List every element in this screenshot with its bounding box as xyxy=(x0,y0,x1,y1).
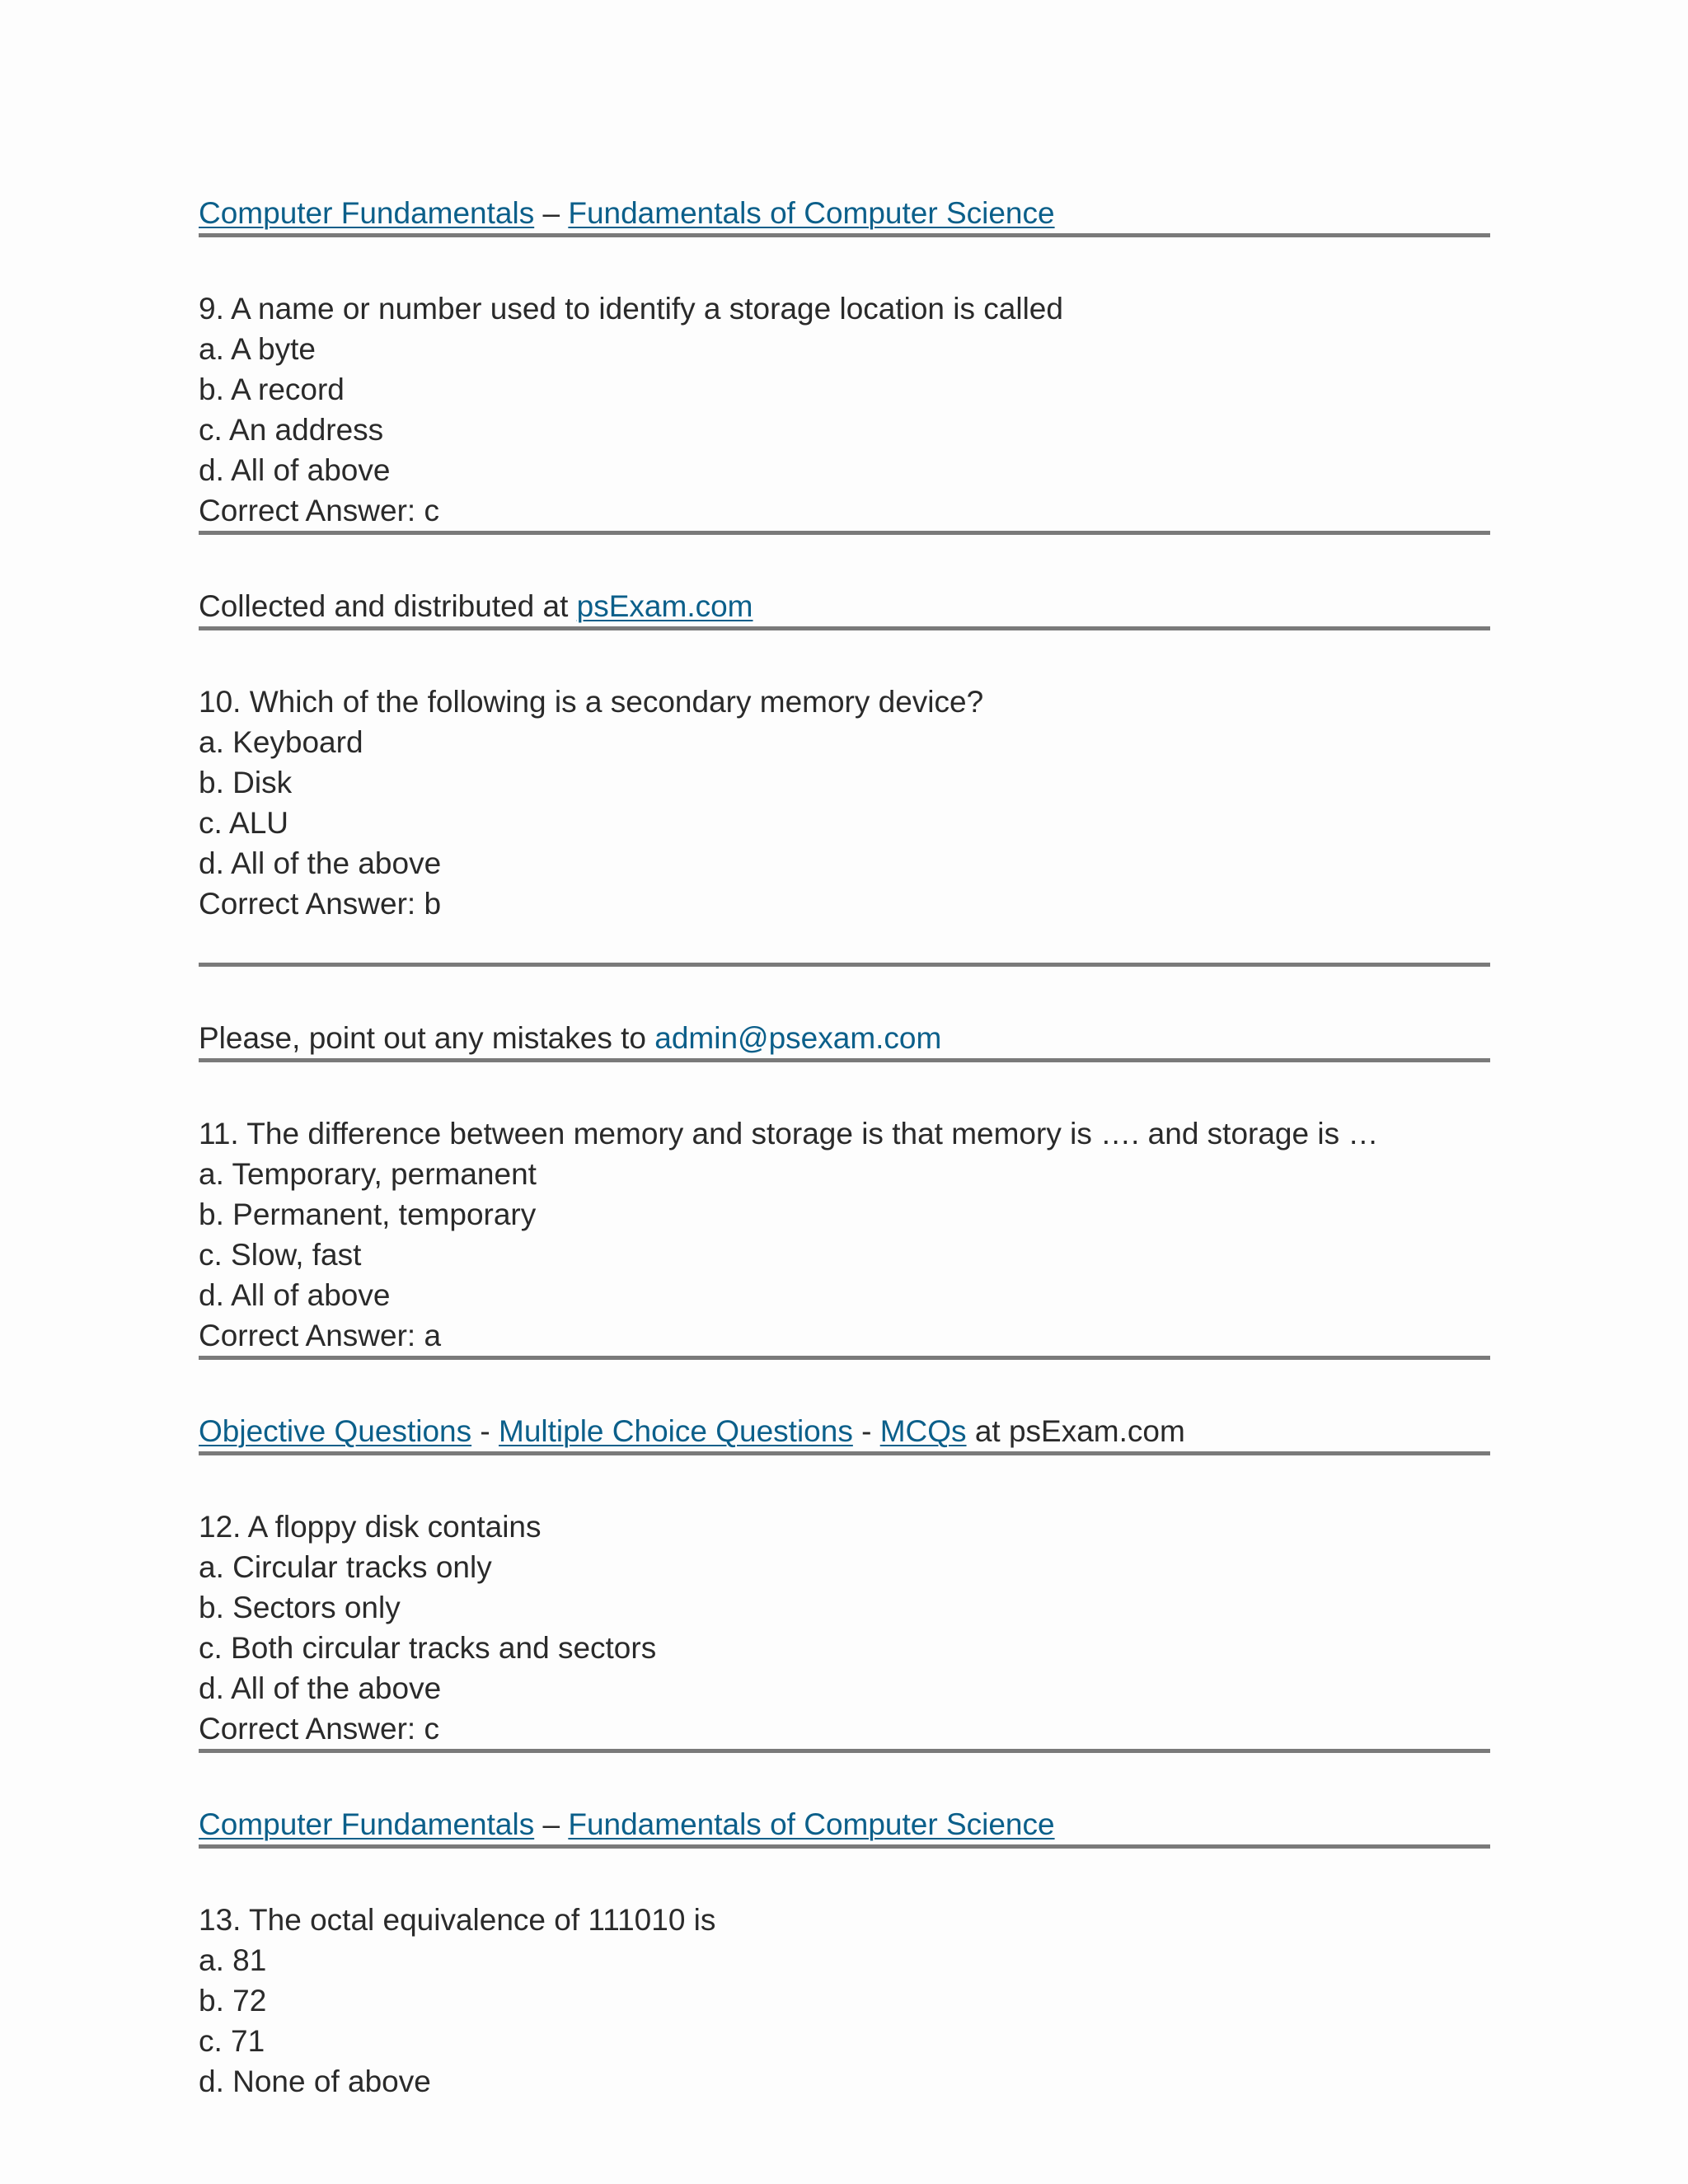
option-a: a. Temporary, permanent xyxy=(199,1157,537,1191)
option-c: c. Both circular tracks and sectors xyxy=(199,1631,657,1665)
correct-answer: Correct Answer: c xyxy=(199,1712,439,1746)
question-9 xyxy=(199,288,1490,531)
banner-text: Collected and distributed at xyxy=(199,589,577,623)
option-c: c. An address xyxy=(199,413,384,447)
banner-collected-distributed xyxy=(199,586,1490,626)
option-a: a. Keyboard xyxy=(199,725,363,759)
question-text: 13. The octal equivalence of 111010 is xyxy=(199,1903,716,1937)
admin-email[interactable]: admin@psexam.com xyxy=(654,1021,942,1055)
banner-computer-fundamentals xyxy=(199,193,1490,233)
banner-separator: – xyxy=(534,196,569,230)
option-b: b. Permanent, temporary xyxy=(199,1197,537,1231)
option-d: d. All of above xyxy=(199,453,391,487)
option-d: d. All of above xyxy=(199,1278,391,1312)
banner-objective-questions xyxy=(199,1411,1490,1451)
option-b: b. 72 xyxy=(199,1984,267,2018)
option-c: c. Slow, fast xyxy=(199,1238,362,1272)
option-a: a. Circular tracks only xyxy=(199,1550,492,1584)
question-10 xyxy=(199,682,1490,924)
banner-text: Please, point out any mistakes to xyxy=(199,1021,655,1055)
banner-point-out-mistakes xyxy=(199,1018,1490,1058)
option-d: d. All of the above xyxy=(199,846,442,880)
objective-questions-link[interactable]: Objective Questions xyxy=(199,1414,472,1448)
option-b: b. A record xyxy=(199,373,345,406)
banner-tail: at psExam.com xyxy=(966,1414,1185,1448)
option-a: a. A byte xyxy=(199,332,316,366)
multiple-choice-questions-link[interactable]: Multiple Choice Questions xyxy=(499,1414,853,1448)
mcqs-link[interactable]: MCQs xyxy=(879,1414,967,1448)
question-text: 10. Which of the following is a secondary memory device? xyxy=(199,685,984,719)
correct-answer: Correct Answer: c xyxy=(199,494,439,527)
computer-fundamentals-link[interactable]: Computer Fundamentals xyxy=(199,196,535,230)
option-b: b. Disk xyxy=(199,766,293,799)
correct-answer: Correct Answer: b xyxy=(199,887,442,921)
banner-separator: - xyxy=(852,1414,880,1448)
option-c: c. 71 xyxy=(199,2024,265,2058)
fundamentals-of-computer-science-link[interactable]: Fundamentals of Computer Science xyxy=(568,1807,1055,1841)
correct-answer: Correct Answer: a xyxy=(199,1319,442,1352)
option-d: d. All of the above xyxy=(199,1671,442,1705)
computer-fundamentals-link[interactable]: Computer Fundamentals xyxy=(199,1807,535,1841)
question-text: 9. A name or number used to identify a storage location is called xyxy=(199,292,1063,326)
option-c: c. ALU xyxy=(199,806,288,840)
option-b: b. Sectors only xyxy=(199,1591,401,1624)
question-text: 12. A floppy disk contains xyxy=(199,1510,542,1544)
banner-separator: - xyxy=(471,1414,499,1448)
banner-computer-fundamentals xyxy=(199,1804,1490,1844)
document-page xyxy=(199,193,1490,2102)
question-11 xyxy=(199,1113,1490,1356)
option-a: a. 81 xyxy=(199,1943,267,1977)
question-text: 11. The difference between memory and storage is that memory is …. and storage is … xyxy=(199,1117,1379,1151)
banner-separator: – xyxy=(534,1807,569,1841)
question-12 xyxy=(199,1507,1490,1749)
question-13 xyxy=(199,1900,1490,2102)
option-d: d. None of above xyxy=(199,2064,431,2098)
fundamentals-of-computer-science-link[interactable]: Fundamentals of Computer Science xyxy=(568,196,1055,230)
psexam-link[interactable]: psExam.com xyxy=(576,589,753,623)
